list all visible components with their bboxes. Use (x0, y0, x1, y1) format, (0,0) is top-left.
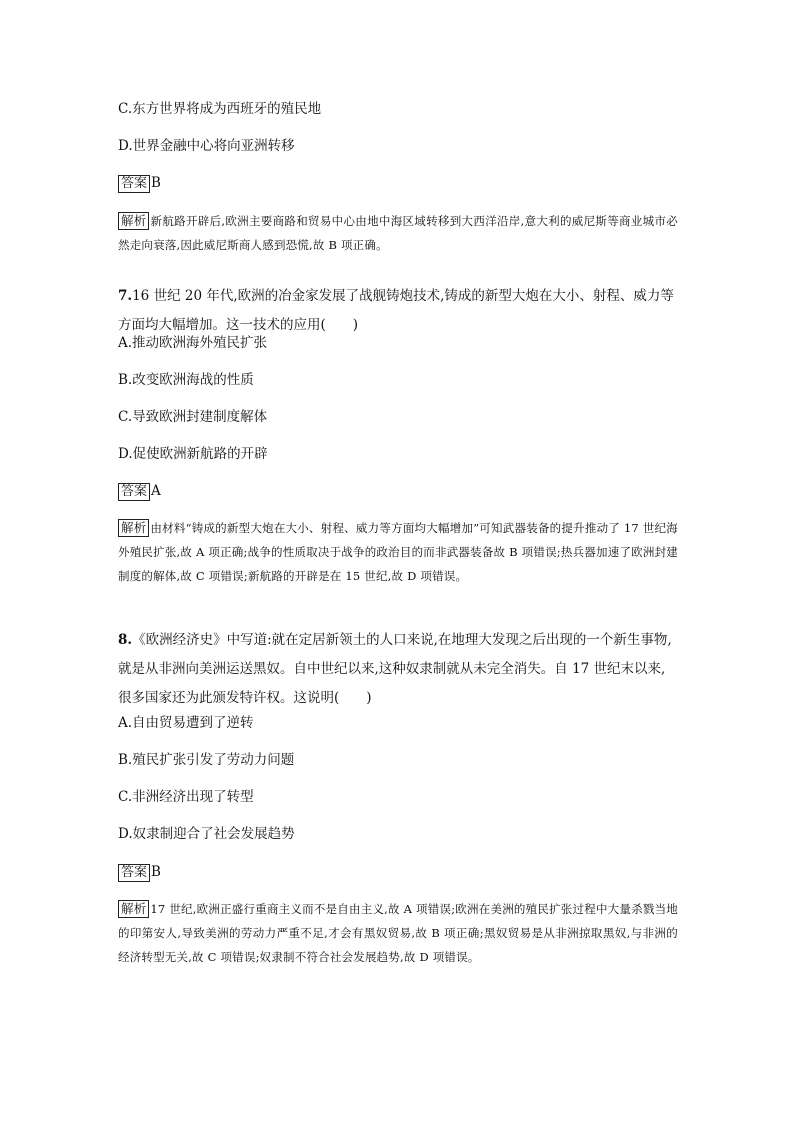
answer-tag: 答案 (118, 483, 150, 501)
question-8-number: 8. (118, 632, 133, 648)
question-7-option-c: C.导致欧洲封建制度解体 (118, 409, 268, 425)
question-7-option-d: D.促使欧洲新航路的开辟 (118, 446, 268, 462)
question-7-explanation (118, 516, 678, 588)
question-7-option-a: A.推动欧洲海外殖民扩张 (118, 335, 268, 351)
explanation-text: 由材料“铸成的新型大炮在大小、射程、威力等方面均大幅增加”可知武器装备的提升推动了 17 世纪海外殖民扩张,故 A 项正确;战争的性质取决于战争的政治目的而非武器装备故 B 项错误;热兵器加速了欧洲封建制度的解体,故 C 项错误;新航路的开辟是在 15 世纪,故 D 项错误。 (118, 521, 678, 583)
answer-value: B (151, 175, 161, 191)
explanation-tag: 解析 (118, 212, 149, 230)
answer-prev (118, 174, 161, 193)
explanation-tag: 解析 (118, 900, 149, 918)
answer-value: B (151, 864, 161, 880)
question-7-text: 16 世纪 20 年代,欧洲的冶金家发展了战舰铸炮技术,铸成的新型大炮在大小、射程、威力等方面均大幅增加。这一技术的应用( ) (118, 288, 674, 333)
explanation-text: 新航路开辟后,欧洲主要商路和贸易中心由地中海区域转移到大西洋沿岸,意大利的威尼斯等商业城市必然走向衰落,因此威尼斯商人感到恐慌,故 B 项正确。 (118, 214, 678, 252)
option-c-prev: C.东方世界将成为西班牙的殖民地 (118, 101, 322, 117)
answer-tag: 答案 (118, 864, 150, 882)
question-8-option-d: D.奴隶制迎合了社会发展趋势 (118, 826, 295, 842)
question-8-answer (118, 863, 161, 882)
question-8-text: 《欧洲经济史》中写道:就在定居新领土的人口来说,在地理大发现之后出现的一个新生事物,就是从非洲向美洲运送黑奴。自中世纪以来,这种奴隶制就从未完全消失。自 17 世纪末以来,很多国家还为此颁发特许权。这说明( ) (118, 632, 672, 706)
explanation-tag: 解析 (118, 519, 149, 537)
question-7-number: 7. (118, 288, 133, 304)
question-7-option-b: B.改变欧洲海战的性质 (118, 372, 254, 388)
option-d-prev: D.世界金融中心将向亚洲转移 (118, 138, 295, 154)
question-7-stem (118, 282, 678, 340)
question-7-answer (118, 482, 161, 501)
question-8-stem (118, 626, 678, 713)
question-8-option-c: C.非洲经济出现了转型 (118, 789, 254, 805)
answer-value: A (151, 483, 161, 499)
explanation-prev (118, 209, 678, 257)
explanation-text: 17 世纪,欧洲正盛行重商主义而不是自由主义,故 A 项错误;欧洲在美洲的殖民扩张过程中大量杀戮当地的印第安人,导致美洲的劳动力严重不足,才会有黑奴贸易,故 B 项正确;黑奴贸易是从非洲掠取黑奴,与非洲的经济转型无关,故 C 项错误;奴隶制不符合社会发展趋势,故 D 项错误。 (118, 902, 678, 964)
question-8-option-a: A.自由贸易遭到了逆转 (118, 715, 254, 731)
answer-tag: 答案 (118, 175, 150, 193)
question-8-option-b: B.殖民扩张引发了劳动力问题 (118, 752, 295, 768)
question-8-explanation (118, 897, 678, 969)
